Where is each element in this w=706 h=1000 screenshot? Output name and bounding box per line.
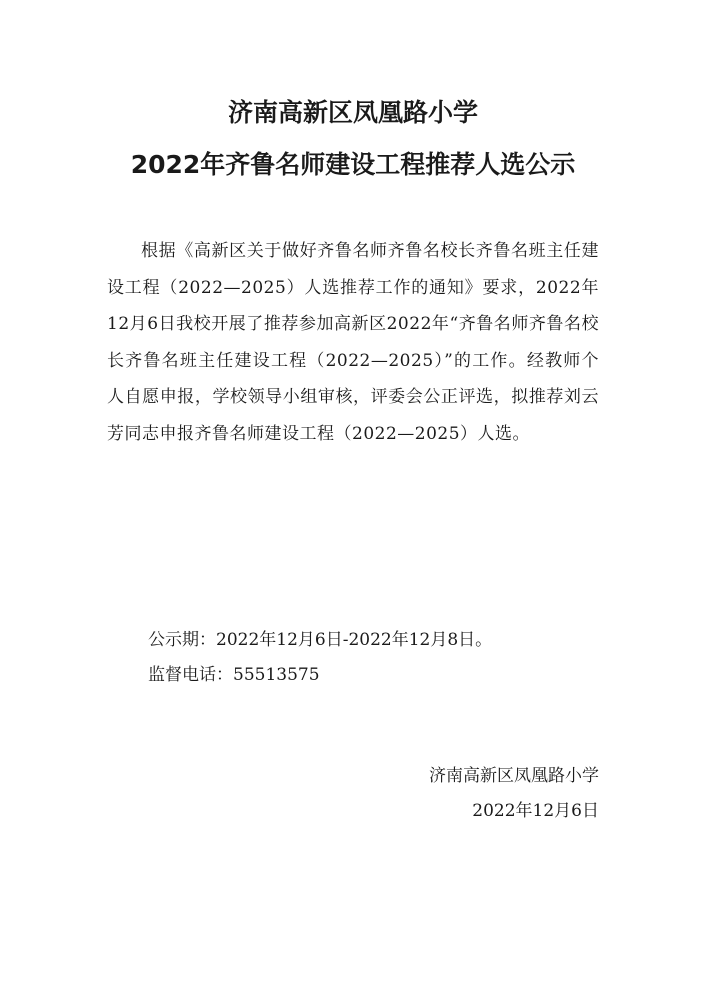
signature-date: 2022年12月6日	[472, 801, 599, 821]
document-body-paragraph: 根据《高新区关于做好齐鲁名师齐鲁名校长齐鲁名班主任建设工程（2022—2025）人选推荐工作的通知》要求，2022年12月6日我校开展了推荐参加高新区2022年“齐鲁名师齐鲁名校长齐鲁名班主任建设工程（2022—2025）”的工作。经教师个人自愿申报，学校领导小组审核，评委会公正评选，拟推荐刘云芳同志申报齐鲁名师建设工程（2022—2025）人选。	[107, 241, 599, 444]
signature-organization: 济南高新区凤凰路小学	[429, 766, 599, 786]
notice-period: 公示期：2022年12月6日-2022年12月8日。	[148, 630, 493, 650]
document-title-school: 济南高新区凤凰路小学	[227, 98, 478, 127]
document-title-announcement: 2022年齐鲁名师建设工程推荐人选公示	[130, 150, 576, 179]
supervision-phone: 监督电话：55513575	[148, 665, 320, 685]
